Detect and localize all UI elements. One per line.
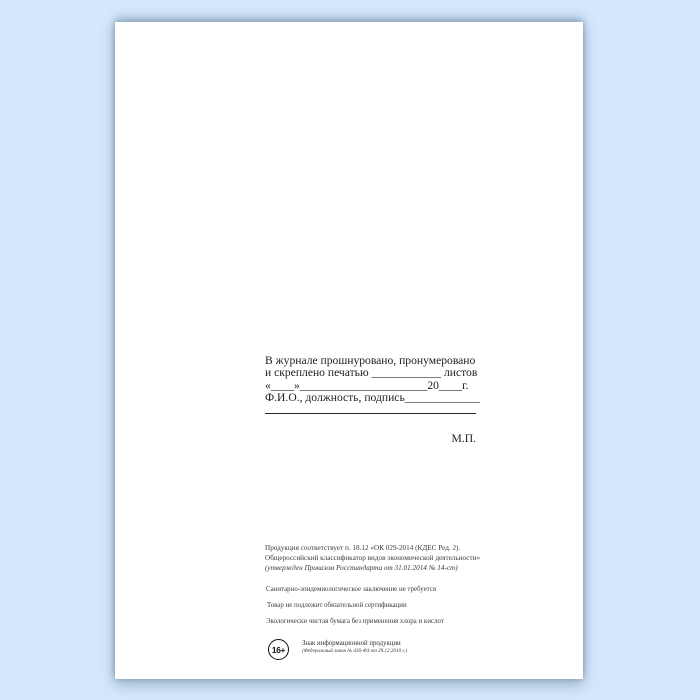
age-16-badge-label: 16+ <box>271 644 286 655</box>
age-mark-law-note: (Федеральный закон № 436-ФЗ от 29.12.2010 г.) <box>302 648 408 654</box>
okved-line-3: (утвержден Приказом Росстандарта от 31.01.2014 № 14-ст) <box>265 564 458 572</box>
stitch-record-block <box>265 354 481 405</box>
stitch-line-4: Ф.И.О., должность, подпись_____________ <box>265 391 481 405</box>
stamp-place-label: М.П. <box>451 432 476 445</box>
age-mark-title: Знак информационной продукции <box>302 640 401 647</box>
stitch-line-3: «____»______________________20____г. <box>265 378 469 392</box>
okved-line-1: Продукция соответствует п. 18.12 «ОК 029-2014 (КДЕС Ред. 2). <box>265 544 461 552</box>
signature-line <box>265 413 476 414</box>
certification-note: Товар не подлежит обязательной сертификации <box>267 602 407 609</box>
age-16-badge-icon <box>268 639 289 660</box>
okved-line-2: Общероссийский классификатор видов экономической деятельности» <box>265 554 481 562</box>
stitch-line-1: В журнале прошнуровано, пронумеровано <box>265 354 476 367</box>
eco-paper-note: Экологически чистая бумага без применения хлора и кислот <box>266 618 444 625</box>
okved-compliance-block <box>265 543 480 573</box>
sanitary-note: Санитарно-эпидемиологическое заключение не требуется <box>266 586 436 593</box>
document-page <box>115 22 583 679</box>
stitch-line-2: и скреплено печатью ____________ листов <box>265 366 478 380</box>
